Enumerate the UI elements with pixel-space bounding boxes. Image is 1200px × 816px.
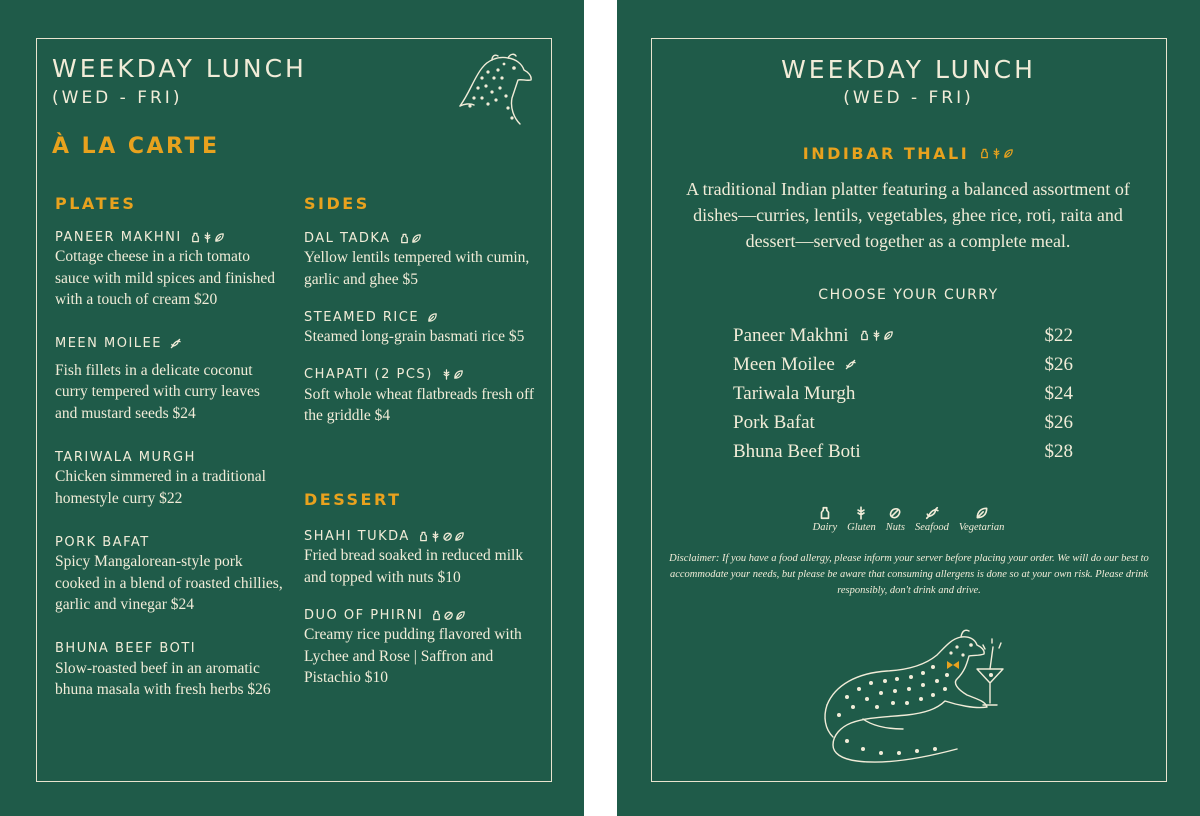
sides-list [304,229,542,445]
gluten-icon [854,506,868,520]
item-description: Yellow lentils tempered with cumin, garlic and ghee $5 [304,249,530,288]
legend-label: Nuts [885,522,905,533]
curry-price: $26 [1044,353,1073,375]
item-description: Fried bread soaked in reduced milk and topped with nuts $10 [304,547,524,586]
curry-row [733,437,1073,466]
curry-name: Bhuna Beef Boti [733,440,861,462]
curry-name: Meen Moilee [733,353,835,375]
gluten-icon [430,531,441,542]
curry-price: $26 [1044,411,1073,433]
legend-item [813,506,838,533]
allergen-icons [190,232,225,243]
allergen-icons [441,369,464,380]
legend-item [847,506,876,533]
right-menu-page [617,0,1200,816]
thali-heading-row [617,144,1200,163]
curry-row [733,379,1073,408]
menu-item [55,335,285,425]
vegetarian-icon [214,232,225,243]
menu-item [55,448,285,509]
allergen-icons [979,148,1014,159]
seafood-icon [170,338,181,349]
nuts-icon [442,531,453,542]
dairy-icon [979,148,990,159]
item-description: Fish fillets in a delicate coconut curry tempered with curry leaves and mustard seeds $24 [55,361,260,422]
gluten-icon [871,330,882,341]
dairy-icon [431,610,442,621]
item-description: Cottage cheese in a rich tomato sauce with mild spices and finished with a touch of cream $20 [55,248,275,308]
allergen-icons [427,312,438,323]
left-menu-page [0,0,584,816]
allergen-icons [431,610,466,621]
dairy-icon [818,506,832,520]
menu-item [55,533,285,616]
nuts-icon [443,610,454,621]
right-page-subtitle: (WED - FRI) [843,88,974,108]
curry-price: $28 [1044,440,1073,462]
menu-item [304,366,542,427]
curry-row [733,350,1073,379]
vegetarian-icon [411,233,422,244]
item-description: Soft whole wheat flatbreads fresh off the griddle $4 [304,385,534,424]
curry-price: $24 [1044,382,1073,404]
left-page-subtitle: (WED - FRI) [52,88,183,108]
item-name: PANEER MAKHNI [55,229,182,245]
left-page-title: WEEKDAY LUNCH [52,54,307,83]
vegetarian-icon [453,369,464,380]
legend-label: Seafood [915,522,949,533]
curry-price: $22 [1044,324,1073,346]
legend-item [886,506,905,533]
allergen-icons [859,330,894,341]
seafood-icon [925,506,939,520]
allergen-icons [399,233,422,244]
menu-item [304,527,542,588]
menu-item [55,228,285,311]
allergen-icons [418,531,465,542]
curry-row [733,408,1073,437]
item-description: Chicken simmered in a traditional homestyle curry $22 [55,468,266,507]
plates-list [55,228,285,719]
gluten-icon [991,148,1002,159]
seafood-icon [845,359,856,370]
curry-row [733,321,1073,350]
dairy-icon [859,330,870,341]
legend-label: Dairy [812,522,838,533]
allergen-icons [845,359,856,370]
vegetarian-icon [883,330,894,341]
item-name: DUO OF PHIRNI [304,607,424,623]
dessert-list [304,527,542,707]
menu-item [304,606,542,689]
menu-item [304,308,542,348]
dessert-heading: DESSERT [304,490,402,509]
dairy-icon [190,232,201,243]
menu-item [304,229,542,290]
item-name: PORK BAFAT [55,534,150,550]
vegetarian-icon [427,312,438,323]
curry-name: Tariwala Murgh [733,382,856,404]
vegetarian-icon [1003,148,1014,159]
item-name: STEAMED RICE [304,309,420,325]
gluten-icon [202,232,213,243]
item-name: TARIWALA MURGH [55,449,196,465]
a-la-carte-heading: À LA CARTE [52,134,220,159]
allergen-icons [170,338,181,349]
item-description: Creamy rice pudding flavored with Lychee and Rose | Saffron and Pistachio $10 [304,626,522,686]
curry-name: Pork Bafat [733,411,815,433]
curry-list [733,321,1073,466]
legend-label: Vegetarian [958,522,1005,533]
right-page-title: WEEKDAY LUNCH [781,55,1036,84]
item-name: BHUNA BEEF BOTI [55,641,197,656]
cheetah-head-icon [452,48,538,128]
thali-heading: INDIBAR THALI [802,144,970,163]
item-description: Spicy Mangalorean-style pork cooked in a blend of roasted chillies, garlic and vinegar $24 [55,553,283,613]
curry-name: Paneer Makhni [733,324,849,346]
nuts-icon [888,506,902,520]
item-name: SHAHI TUKDA [304,528,410,544]
sides-heading: SIDES [304,194,370,213]
vegetarian-icon [455,610,466,621]
vegetarian-icon [454,531,465,542]
plates-heading: PLATES [55,194,137,213]
gluten-icon [441,369,452,380]
legend-item [915,506,949,533]
item-name: MEEN MOILEE [55,336,162,351]
menu-item [55,640,285,701]
dairy-icon [418,531,429,542]
allergen-legend [617,506,1200,533]
choose-curry-heading: CHOOSE YOUR CURRY [818,287,999,303]
thali-description: A traditional Indian platter featuring a balanced assortment of dishes—curries, lentils, vegetables, ghee rice, roti, raita and dessert—served together as a complete meal. [686,179,1130,251]
disclaimer-text: Disclaimer: If you have a food allergy, please inform your server before placing your order. We will do our best to accommodate your needs, but please be aware that consuming allergens is done so at your own risk. Please drink responsibly, don't drink and drive. [669,553,1149,596]
vegetarian-icon [975,506,989,520]
item-description: Steamed long-grain basmati rice $5 [304,328,525,345]
item-description: Slow-roasted beef in an aromatic bhuna masala with fresh herbs $26 [55,659,271,698]
cheetah-cocktail-illustration-icon [807,625,1032,770]
dairy-icon [399,233,410,244]
item-name: CHAPATI (2 PCS) [304,367,433,382]
legend-label: Gluten [847,522,876,533]
item-name: DAL TADKA [304,230,391,246]
legend-item [959,506,1005,533]
